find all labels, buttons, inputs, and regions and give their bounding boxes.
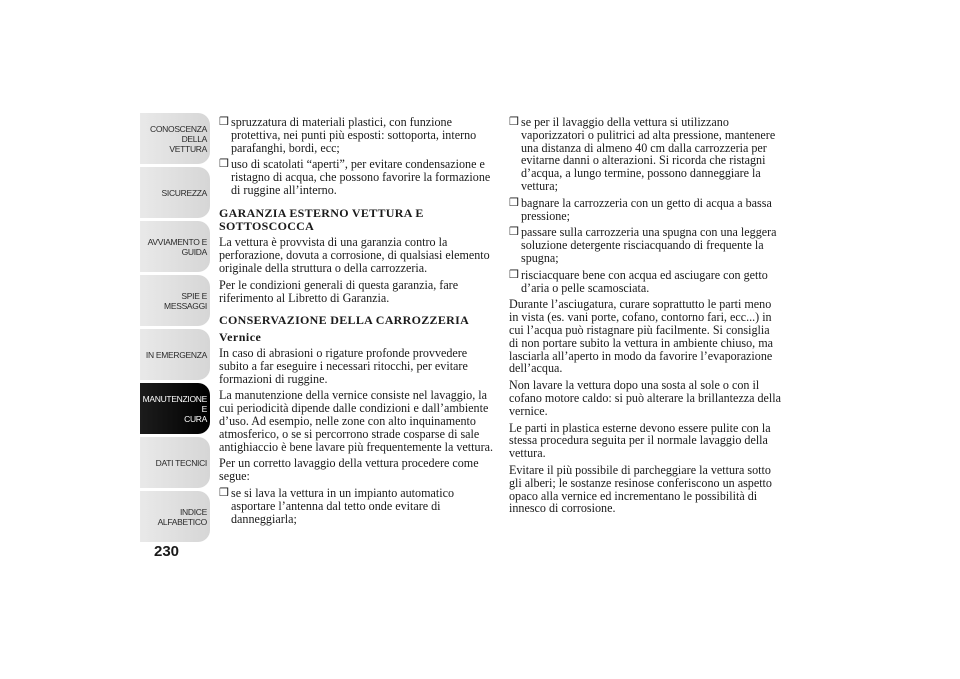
checkbox-bullet-icon: ❒ — [509, 196, 519, 209]
checkbox-bullet-icon: ❒ — [509, 116, 519, 128]
checkbox-bullet-icon: ❒ — [509, 226, 519, 239]
list-item — [219, 158, 497, 196]
paragraph: Durante l’asciugatura, curare soprattutto le parti meno in vista (es. vani porte, cofano, contorno fari, ecc...) in cui l’acqua può ristagnare più facilmente. Si consiglia di non portare subito la vettura in ambiente chiuso, ma lasciarla all’aperto in modo da favorire l’evaporazione dell’acqua. — [509, 297, 773, 376]
tab-manutenzione-e-cura[interactable]: MANUTENZIONE E CURA — [140, 383, 210, 434]
paragraph: La manutenzione della vernice consiste nel lavaggio, la cui periodicità dipende dalle condizioni e dall’ambiente d’uso. Ad esempio, nelle zone con alto inquinamento atmosferico, o se si percorrono strade cosparse di sale antighiaccio è bene lavare più frequentemente la vettura. — [219, 388, 493, 454]
list-item-text: passare sulla carrozzeria una spugna con una leggera soluzione detergente risciacquando di frequente la spugna; — [521, 225, 777, 265]
section-heading: CONSERVAZIONE DELLA CARROZZERIA — [219, 313, 470, 328]
paragraph: La vettura è provvista di una garanzia contro la perforazione, dovuta a corrosione, di qualsiasi elemento originale della struttura o della carrozzeria. — [219, 235, 490, 275]
tab-sicurezza[interactable]: SICUREZZA — [140, 167, 210, 218]
list-item-text: bagnare la carrozzeria con un getto di acqua a bassa pressione; — [521, 195, 772, 223]
tab-conoscenza-della-vettura[interactable]: CONOSCENZA DELLA VETTURA — [140, 113, 210, 164]
tab-spie-e-messaggi[interactable]: SPIE E MESSAGGI — [140, 275, 210, 326]
checkbox-bullet-icon: ❒ — [509, 268, 519, 281]
checkbox-bullet-icon: ❒ — [219, 158, 229, 171]
page-number: 230 — [154, 543, 180, 560]
paragraph: In caso di abrasioni o rigature profonde provvedere subito a far eseguire i necessari ritocchi, per evitare formazioni di ruggine. — [219, 345, 468, 386]
subsection-heading: Vernice — [219, 330, 262, 345]
checkbox-bullet-icon: ❒ — [219, 116, 229, 128]
list-item-text: risciacquare bene con acqua ed asciugare con getto d’aria o pelle scamosciata. — [521, 267, 768, 295]
tab-avviamento-e-guida[interactable]: AVVIAMENTO E GUIDA — [140, 221, 210, 272]
list-item — [509, 269, 781, 295]
paragraph: Non lavare la vettura dopo una sosta al sole o con il cofano motore caldo: si può alterare la brillantezza della vernice. — [509, 378, 781, 418]
paragraph: Per le condizioni generali di questa garanzia, fare riferimento al Libretto di Garanzia. — [219, 277, 459, 305]
tab-in-emergenza[interactable]: IN EMERGENZA — [140, 329, 210, 380]
list-item — [509, 226, 781, 264]
checkbox-bullet-icon: ❒ — [219, 486, 229, 499]
paragraph: Evitare il più possibile di parcheggiare la vettura sotto gli alberi; le sostanze resinose conferiscono un aspetto opaco alla vernice ed incrementano le possibilità di innesco di corrosione. — [509, 462, 772, 516]
chapter-sidebar — [140, 113, 210, 543]
tab-dati-tecnici[interactable]: DATI TECNICI — [140, 437, 210, 488]
list-item-text: se si lava la vettura in un impianto automatico asportare l’antenna dal tetto onde evitare di danneggiarla; — [231, 485, 455, 526]
list-item-text: uso di scatolati “aperti”, per evitare condensazione e ristagno di acqua, che possono favorire la formazione di ruggine all’interno. — [231, 157, 491, 197]
list-item — [509, 197, 781, 223]
list-item — [219, 116, 497, 154]
list-item-text: spruzzatura di materiali plastici, con funzione protettiva, nei punti più esposti: sottoporta, interno parafanghi, bordi, ecc; — [231, 115, 477, 155]
list-item-text: se per il lavaggio della vettura si utilizzano vaporizzatori o pulitrici ad alta pressione, mantenere una distanza di almeno 40 cm dalla carrozzeria per evitarne danni o alterazioni. Si ricorda che ristagni d’acqua, a lungo termine, possono danneggiare la vettura; — [521, 115, 776, 193]
right-column — [509, 116, 781, 519]
paragraph: Per un corretto lavaggio della vettura procedere come segue: — [219, 456, 479, 484]
left-column — [219, 116, 497, 529]
list-item — [219, 487, 497, 525]
list-item — [509, 116, 781, 193]
tab-indice-alfabetico[interactable]: INDICE ALFABETICO — [140, 491, 210, 542]
section-heading: GARANZIA ESTERNO VETTURA E SOTTOSCOCCA — [219, 205, 424, 233]
paragraph: Le parti in plastica esterne devono essere pulite con la stessa procedura seguita per il normale lavaggio della vettura. — [509, 420, 771, 461]
